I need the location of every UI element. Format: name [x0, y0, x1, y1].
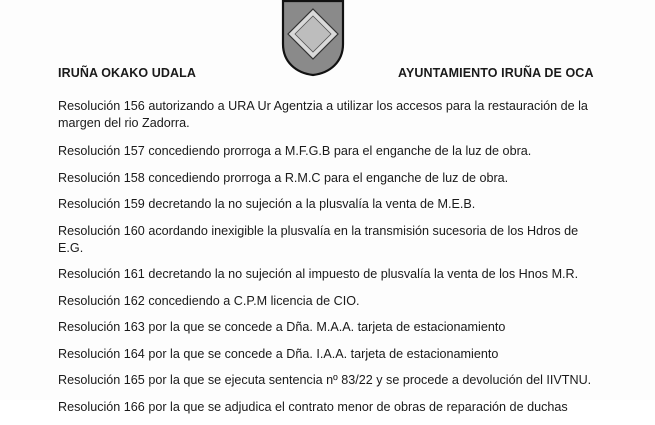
header-basque-title: IRUÑA OKAKO UDALA [58, 66, 197, 80]
resolution-158: Resolución 158 concediendo prorroga a R.M.C para el enganche de luz de obra. [58, 170, 509, 185]
resolution-162: Resolución 162 concediendo a C.P.M licencia de CIO. [58, 293, 360, 308]
coat-of-arms-icon [280, 0, 346, 76]
resolution-163: Resolución 163 por la que se concede a Dña. M.A.A. tarjeta de estacionamiento [58, 320, 506, 334]
resolution-161: Resolución 161 decretando la no sujeción al impuesto de plusvalía la venta de los Hnos M.R. [58, 267, 579, 281]
resolution-166: Resolución 166 por la que se adjudica el contrato menor de obras de reparación de duchas [58, 399, 568, 414]
header-spanish-title: AYUNTAMIENTO IRUÑA DE OCA [398, 66, 594, 80]
resolution-160: Resolución 160 acordando inexigible la plusvalía en la transmisión sucesoria de los Hdros de E.G. [58, 223, 579, 255]
resolution-159: Resolución 159 decretando la no sujeción a la plusvalía la venta de M.E.B. [58, 197, 476, 211]
resolution-157: Resolución 157 concediendo prorroga a M.F.G.B para el enganche de la luz de obra. [58, 144, 532, 158]
resolution-165: Resolución 165 por la que se ejecuta sentencia nº 83/22 y se procede a devolución del IIVTNU. [58, 373, 592, 387]
resolution-156: Resolución 156 autorizando a URA Ur Agentzia a utilizar los accesos para la restauración de la margen del rio Zadorra. [58, 99, 588, 130]
resolution-164: Resolución 164 por la que se concede a Dña. I.A.A. tarjeta de estacionamiento [58, 346, 499, 361]
resolution-list [58, 98, 598, 425]
